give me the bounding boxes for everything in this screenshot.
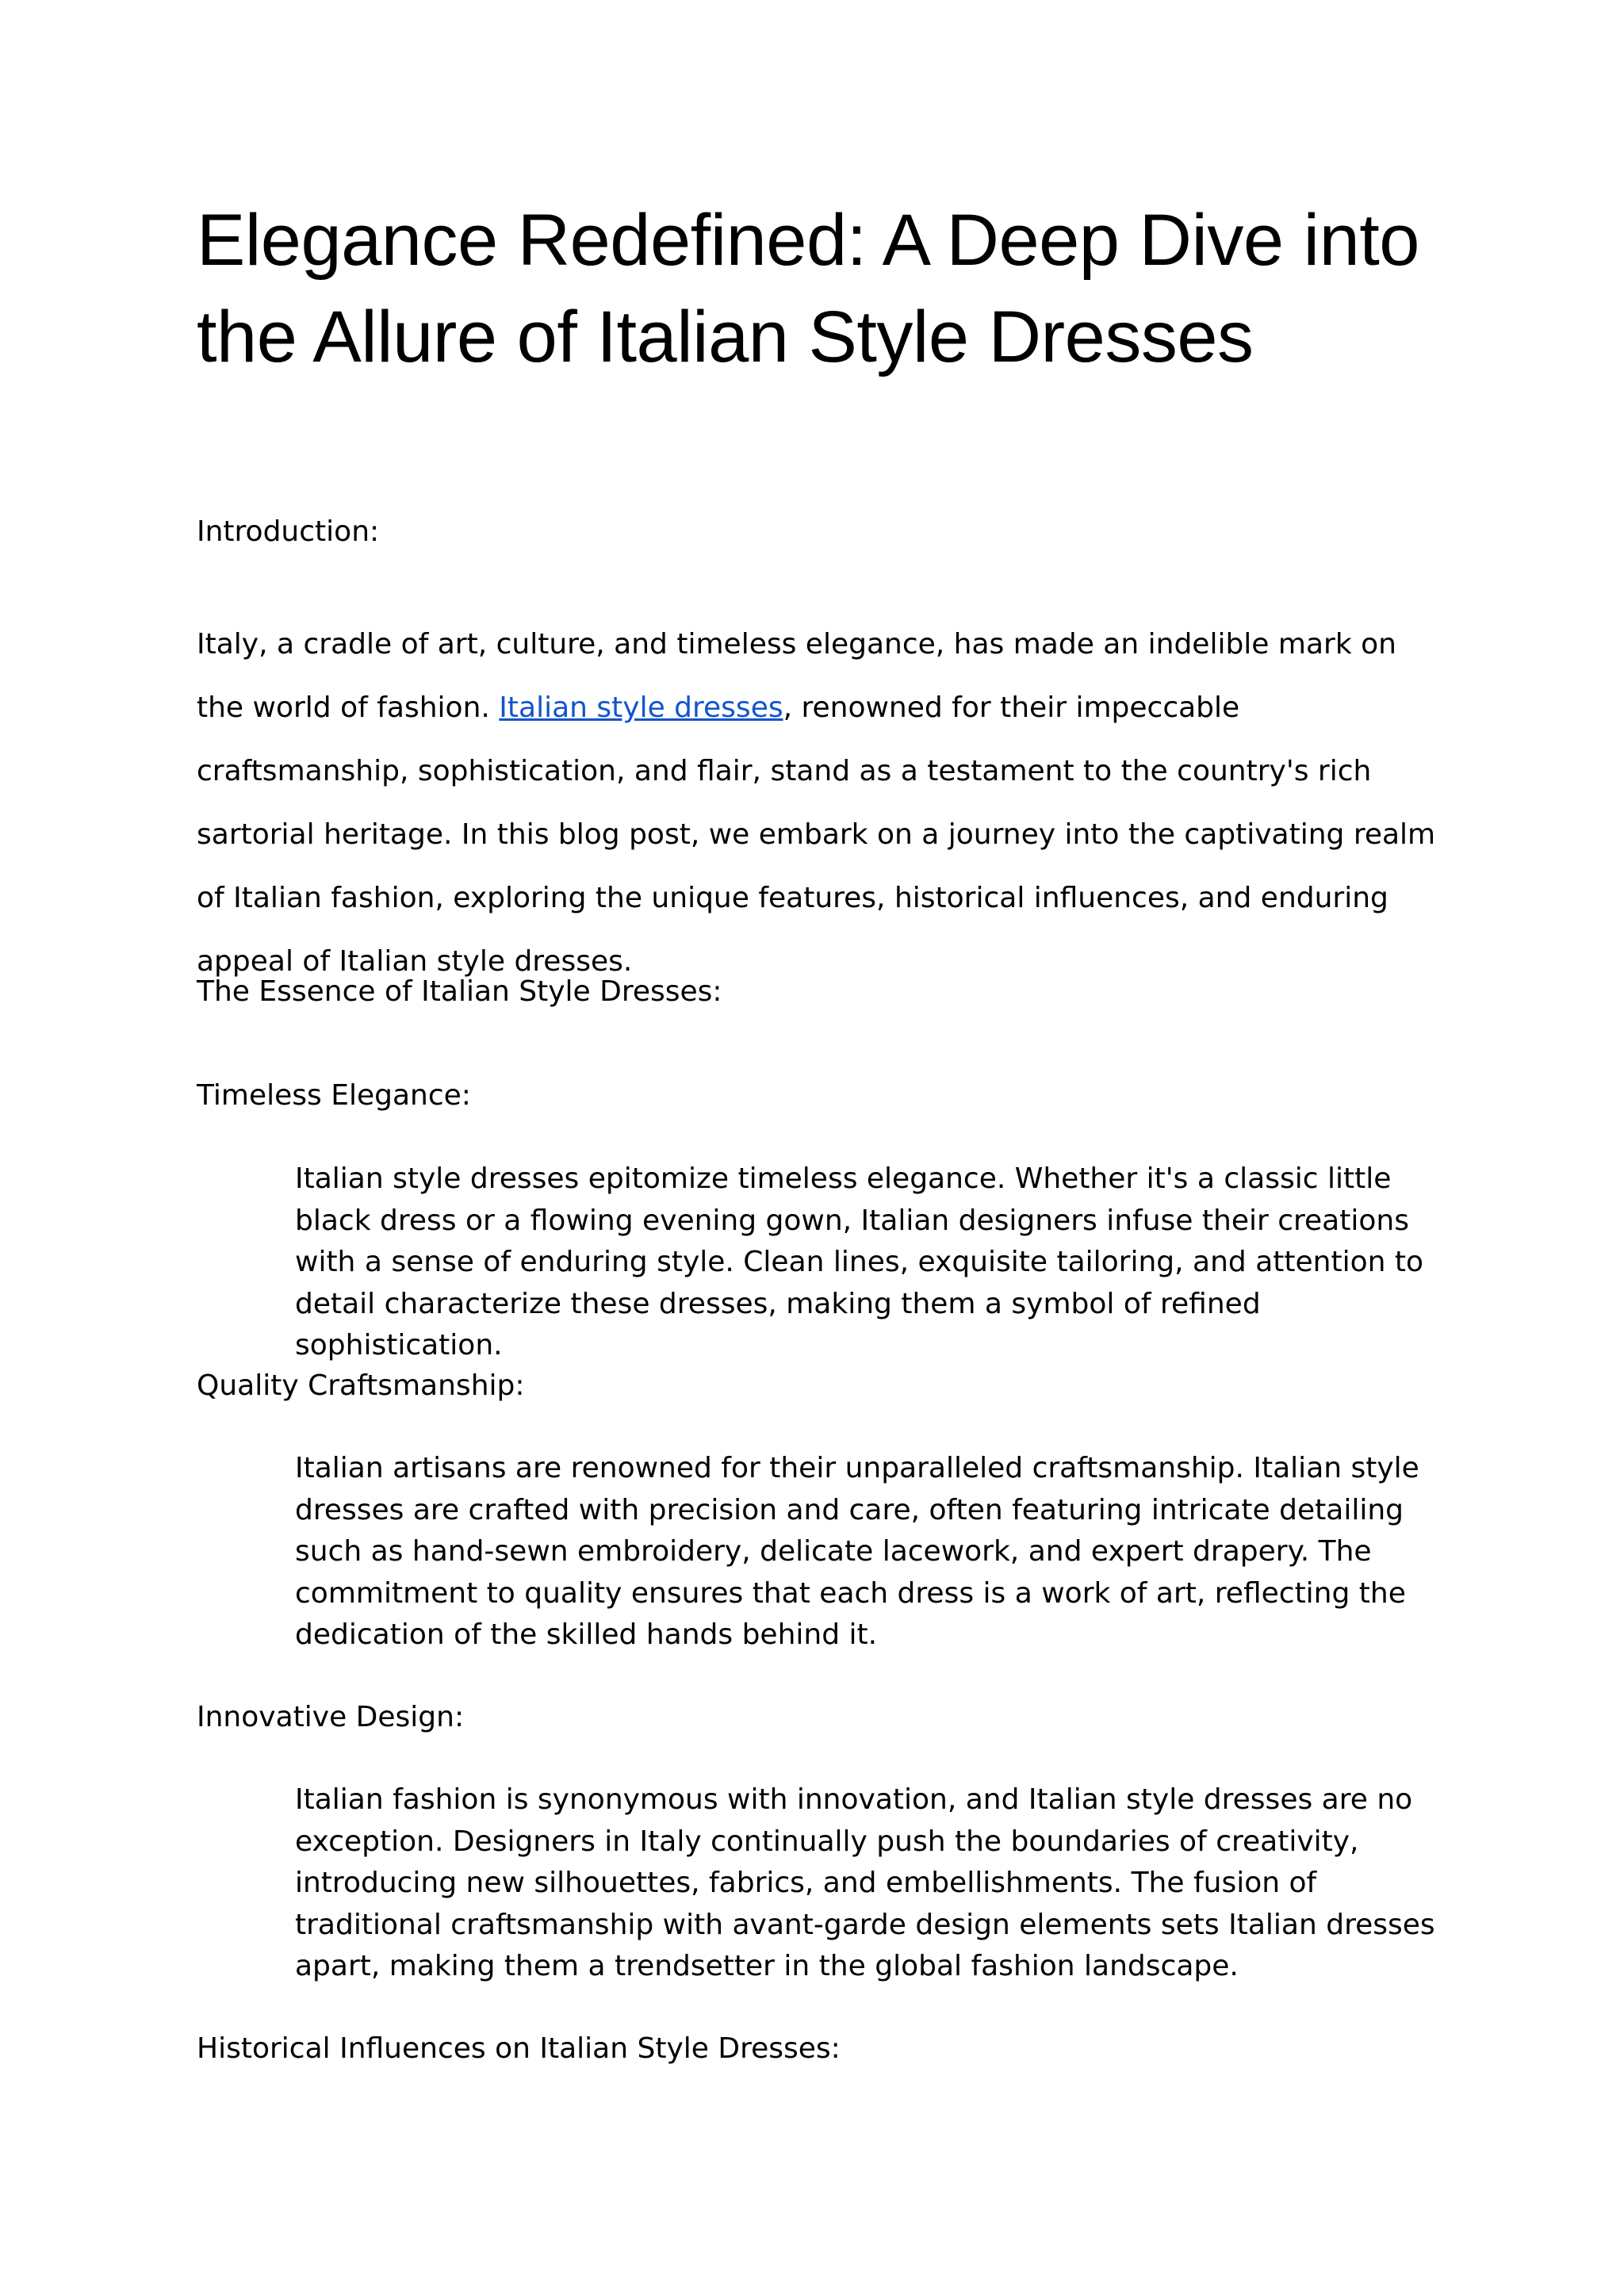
introduction-text-after-link: , renowned for their impeccable craftsmanship, sophistication, and flair, stand as a testament to the country's rich sartorial heritage. In this blog post, we embark on a journey into the captivating realm of Italian fashion, exploring the unique features, historical influences, and enduring appeal of Italian style dresses. xyxy=(197,691,1436,978)
introduction-heading: Introduction: xyxy=(197,515,380,548)
introduction-text-before-link: Italy, a cradle of art, culture, and timeless elegance, has made an indelible mark on the world of fashion. xyxy=(197,628,1396,724)
section-heading-innovative-design: Innovative Design: xyxy=(197,1701,465,1733)
section-body-quality-craftsmanship: Italian artisans are renowned for their unparalleled craftsmanship. Italian style dresses are crafted with precision and care, often featuring intricate detailing such as hand-sewn embroidery, delicate lacework, and expert drapery. The commitment to quality ensures that each dress is a work of art, reflecting the dedication of the skilled hands behind it. xyxy=(295,1452,1419,1651)
essence-heading: The Essence of Italian Style Dresses: xyxy=(197,975,722,1008)
historical-influences-heading: Historical Influences on Italian Style Dresses: xyxy=(197,2032,841,2065)
document-title: Elegance Redefined: A Deep Dive into the Allure of Italian Style Dresses xyxy=(197,200,1419,377)
introduction-paragraph xyxy=(197,613,1450,994)
section-body-timeless-elegance: Italian style dresses epitomize timeless elegance. Whether it's a classic little black dress or a flowing evening gown, Italian designers infuse their creations with a sense of enduring style. Clean lines, exquisite tailoring, and attention to detail characterize these dresses, making them a symbol of refined sophistication. xyxy=(295,1162,1424,1361)
italian-style-dresses-link[interactable]: Italian style dresses xyxy=(499,691,783,724)
section-heading-quality-craftsmanship: Quality Craftsmanship: xyxy=(197,1369,525,1402)
section-heading-timeless-elegance: Timeless Elegance: xyxy=(197,1079,471,1112)
section-body-innovative-design: Italian fashion is synonymous with innovation, and Italian style dresses are no exception. Designers in Italy continually push the boundaries of creativity, introducing new silhouettes, fabrics, and embellishments. The fusion of traditional craftsmanship with avant-garde design elements sets Italian dresses apart, making them a trendsetter in the global fashion landscape. xyxy=(295,1783,1435,1982)
